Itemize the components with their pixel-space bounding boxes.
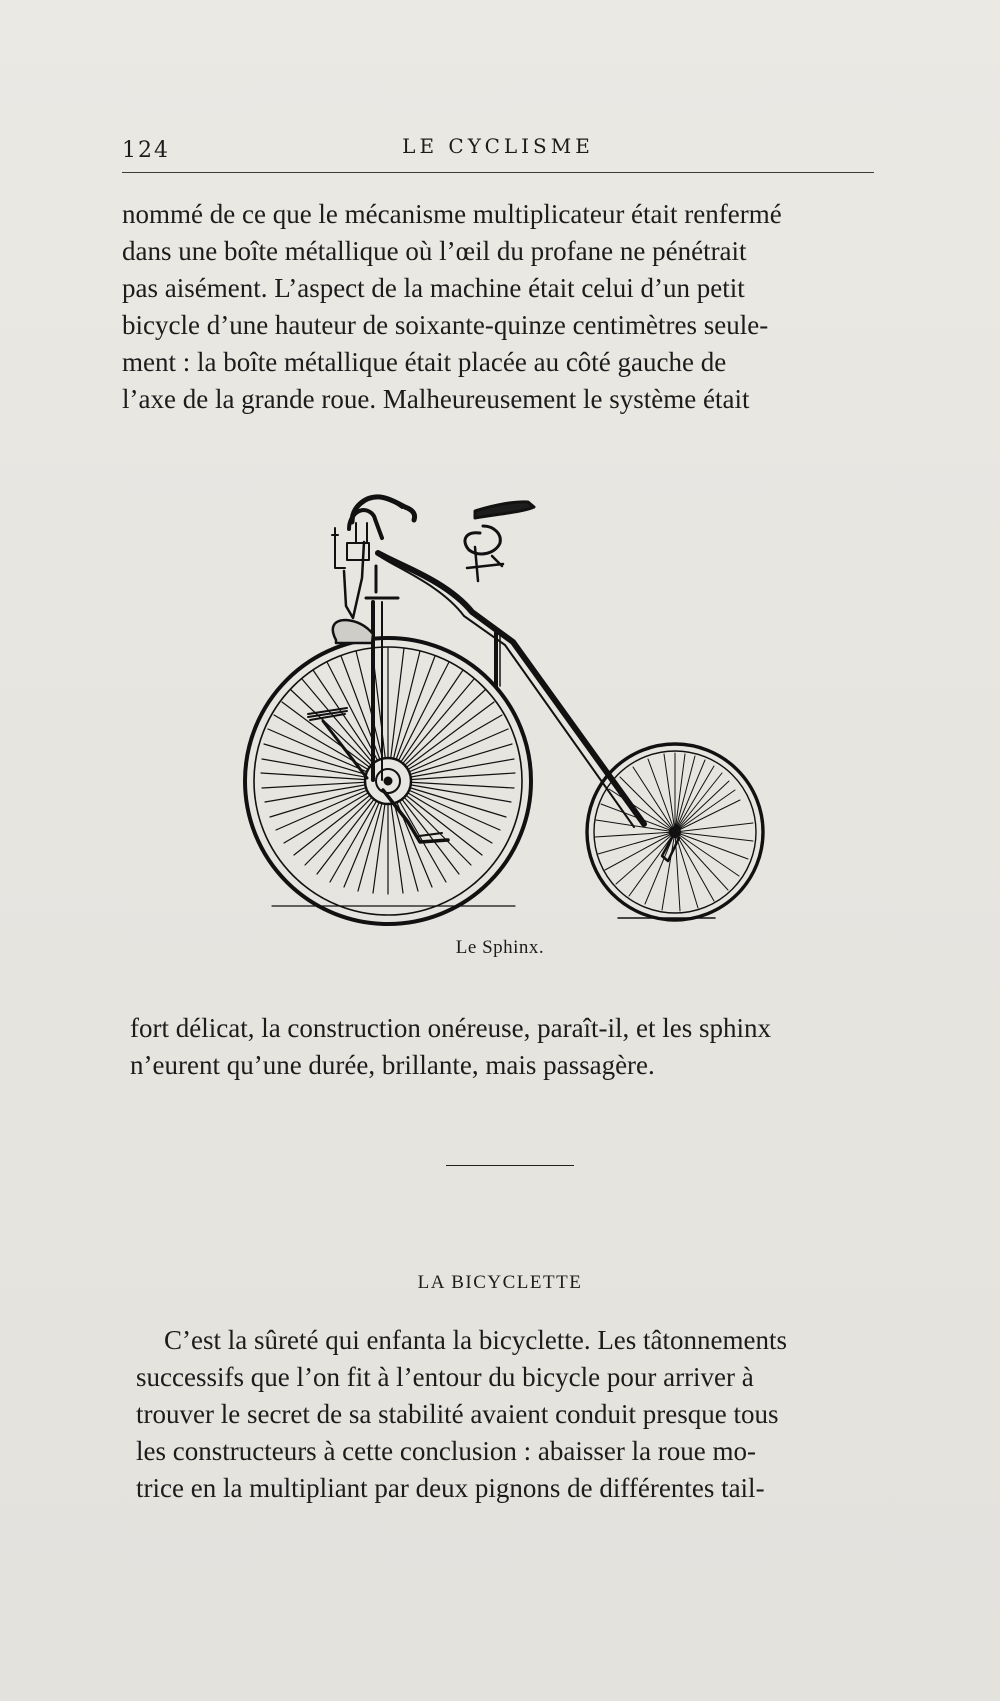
section-separator xyxy=(446,1165,574,1166)
figure-caption: Le Sphinx. xyxy=(455,937,545,958)
paragraph-line: fort délicat, la construction onéreuse, paraît-il, et les sphinx xyxy=(130,1013,772,1043)
paragraph-line: nommé de ce que le mécanisme multiplicateur était renfermé xyxy=(122,199,782,229)
section-title: LA BICYCLETTE xyxy=(417,1272,583,1293)
paragraph-line: dans une boîte métallique où l’œil du profane ne pénétrait xyxy=(122,236,747,266)
paragraph-continuation xyxy=(130,1010,890,1084)
page-header xyxy=(122,128,874,164)
section-paragraph xyxy=(136,1322,896,1507)
sphinx-bicycle-illustration xyxy=(228,452,772,942)
running-title: LE CYCLISME xyxy=(402,134,594,158)
paragraph-line: trice en la multipliant par deux pignons de différentes tail- xyxy=(136,1473,765,1503)
paragraph-line: C’est la sûreté qui enfanta la bicyclette. Les tâtonnements xyxy=(164,1325,788,1355)
page-number: 124 xyxy=(122,138,170,163)
paragraph-line: pas aisément. L’aspect de la machine était celui d’un petit xyxy=(122,273,745,303)
paragraph-line: trouver le secret de sa stabilité avaient conduit presque tous xyxy=(136,1399,779,1429)
paragraph-line: successifs que l’on fit à l’entour du bicycle pour arriver à xyxy=(136,1362,754,1392)
header-rule xyxy=(122,172,874,173)
paragraph-line: ment : la boîte métallique était placée au côté gauche de xyxy=(122,347,727,377)
paragraph-line: l’axe de la grande roue. Malheureusement le système était xyxy=(122,384,750,414)
paragraph-line: n’eurent qu’une durée, brillante, mais passagère. xyxy=(130,1050,655,1080)
paragraph-line: les constructeurs à cette conclusion : abaisser la roue mo- xyxy=(136,1436,757,1466)
paragraph-top xyxy=(122,196,878,418)
paragraph-line: bicycle d’une hauteur de soixante-quinze centimètres seule- xyxy=(122,310,769,340)
